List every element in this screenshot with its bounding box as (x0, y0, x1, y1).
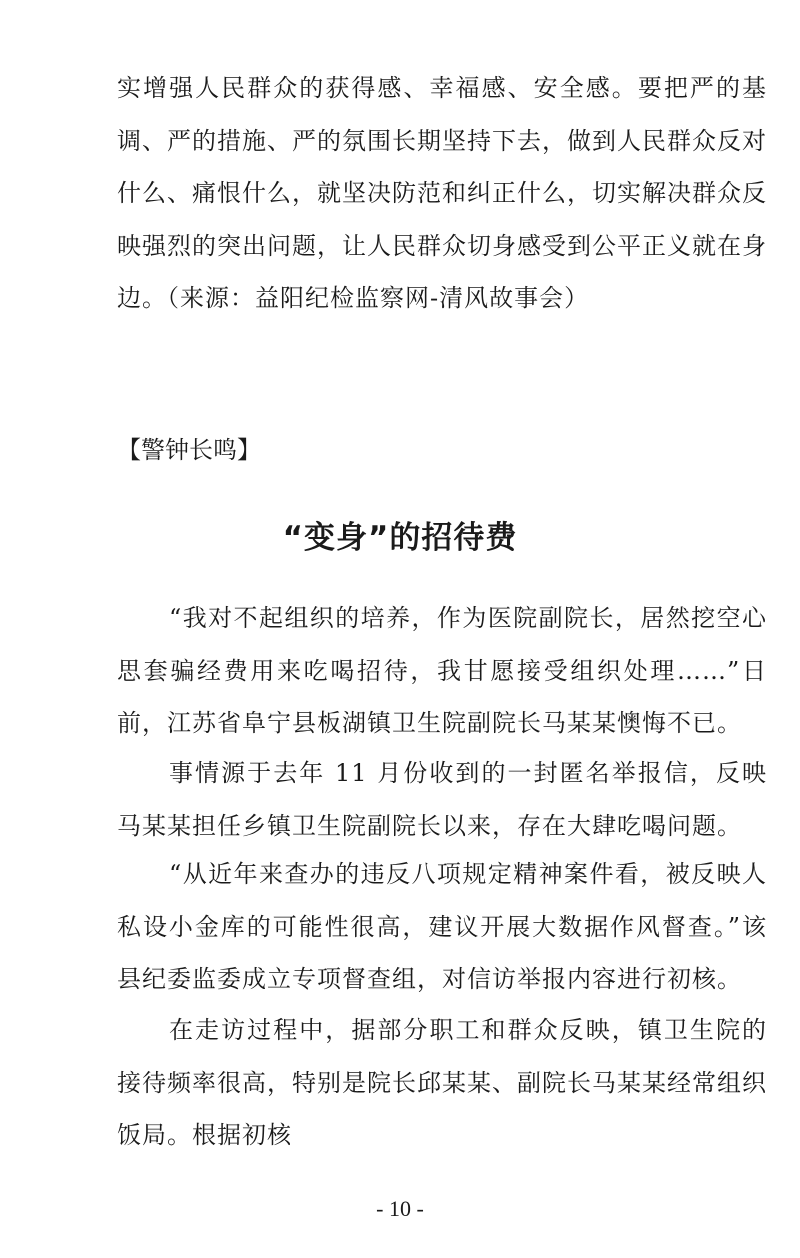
section-tag: 【警钟长鸣】 (117, 436, 261, 464)
body-paragraph-3: “从近年来查办的违反八项规定精神案件看，被反映人私设小金库的可能性很高，建议开展大数据作风督查。”该县纪委监委成立专项督查组，对信访举报内容进行初核。 (117, 860, 767, 993)
body-paragraph-4: 在走访过程中，据部分职工和群众反映，镇卫生院的接待频率很高，特别是院长邱某某、副院长马某某经常组织饭局。根据初核 (117, 1016, 767, 1149)
intro-paragraph: 实增强人民群众的获得感、幸福感、安全感。要把严的基调、严的措施、严的氛围长期坚持下去，做到人民群众反对什么、痛恨什么，就坚决防范和纠正什么，切实解决群众反映强烈的突出问题，让人民群众切身感受到公平正义就在身边。（来源：益阳纪检监察网-清风故事会） (117, 74, 767, 312)
page-number: - 10 - (376, 1196, 424, 1221)
body-paragraph-1: “我对不起组织的培养，作为医院副院长，居然挖空心思套骗经费用来吃喝招待，我甘愿接受组织处理……”日前，江苏省阜宁县板湖镇卫生院副院长马某某懊悔不已。 (117, 604, 767, 737)
article-title: “变身”的招待费 (282, 520, 518, 556)
body-paragraph-2: 事情源于去年 11 月份收到的一封匿名举报信，反映马某某担任乡镇卫生院副院长以来，存在大肆吃喝问题。 (117, 759, 767, 840)
